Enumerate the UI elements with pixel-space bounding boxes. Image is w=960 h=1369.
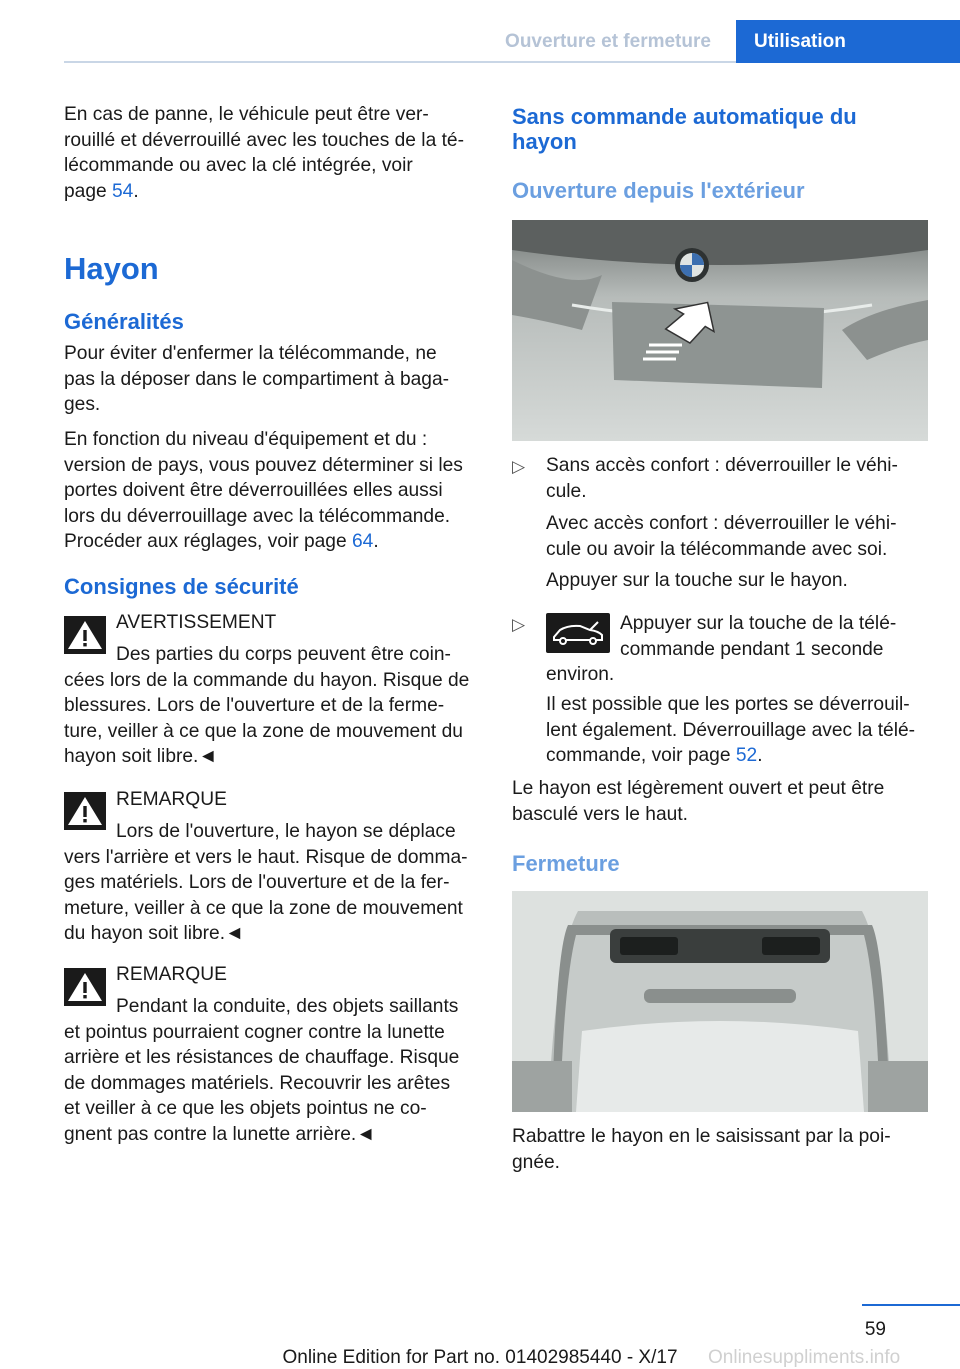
text-line: cule ou avoir la télécommande avec soi. (546, 538, 888, 560)
intro-line: page 54. (64, 180, 139, 202)
notice-label (116, 962, 227, 988)
text-line: Pendant la conduite, des objets saillants (116, 996, 459, 1017)
text-line: En fonction du niveau d'équipement et du : (64, 429, 428, 450)
step-2 (620, 611, 930, 662)
text-line: cule. (546, 480, 587, 502)
text-line: meture, veiller à ce que la zone de mouvement (64, 897, 463, 919)
text-line: ture, veiller à ce que la zone de mouvement du (64, 720, 463, 742)
subtitle-sans-commande (512, 104, 857, 154)
text-line: Le hayon est légèrement ouvert et peut être (512, 778, 885, 799)
edition-note: Online Edition for Part no. 01402985440 - X/17 (282, 1347, 678, 1368)
text-line: environ. (546, 664, 615, 685)
text-line: pas la déposer dans le compartiment à baga- (64, 368, 450, 390)
notice-label-text: REMARQUE (116, 964, 227, 985)
text-line: Lors de l'ouverture, le hayon se déplace (116, 821, 456, 842)
text-line: commande, voir page 52. (546, 745, 763, 767)
remote-tailgate-button-icon (546, 613, 610, 653)
text-line: Avec accès confort : déverrouiller le véhi- (546, 513, 897, 534)
header-section-title: Ouverture et fermeture (505, 31, 711, 52)
page-link-64[interactable]: 64 (351, 531, 374, 553)
tailgate-interior-image (512, 891, 928, 1112)
step-2-cont (546, 662, 930, 688)
text-line: Sans accès confort : déverrouiller le véhi- (546, 455, 898, 476)
text-line: basculé vers le haut. (512, 803, 688, 825)
intro-line: rouillé et déverrouillé avec les touches de la té- (64, 129, 464, 151)
subtitle-fermeture: Fermeture (512, 851, 620, 876)
text-line: ges matériels. Lors de l'ouverture et de la fer- (64, 872, 450, 894)
subtitle-consignes: Consignes de sécurité (64, 574, 299, 599)
generalites-paragraph-1 (64, 341, 484, 418)
subtitle-ouverture: Ouverture depuis l'extérieur (512, 178, 805, 203)
text-line: Il est possible que les portes se déverrouil- (546, 694, 910, 715)
footer-rule (862, 1304, 960, 1306)
text-line: du hayon soit libre.◄ (64, 923, 245, 945)
bullet-icon: ▷ (512, 457, 526, 476)
title-line: hayon (512, 129, 577, 154)
text-line: et pointus pourraient cogner contre la lunette (64, 1021, 445, 1043)
step-1-detail (546, 511, 930, 562)
text-line: Procéder aux réglages, voir page 64. (64, 531, 379, 553)
bullet-icon: ▷ (512, 615, 526, 634)
warning-text-1 (64, 642, 484, 770)
text-line: commande pendant 1 seconde (620, 638, 884, 660)
section-title-hayon: Hayon (64, 251, 159, 286)
text-line: de dommages matériels. Recouvrir les arêtes (64, 1072, 451, 1094)
text-line: arrière et les résistances de chauffage. Risque (64, 1047, 460, 1069)
page-link-52[interactable]: 52 (735, 745, 758, 767)
tailgate-open-paragraph (512, 776, 932, 827)
warning-label (116, 610, 276, 636)
page-header (0, 20, 960, 62)
text-line: blessures. Lors de l'ouverture et de la ferme- (64, 695, 445, 717)
text-line: vers l'arrière et vers le haut. Risque de domma- (64, 846, 468, 868)
step-2-detail (546, 692, 930, 769)
text-line: gnent pas contre la lunette arrière.◄ (64, 1123, 376, 1145)
text-line: Pour éviter d'enfermer la télécommande, ne (64, 343, 437, 364)
intro-paragraph (64, 102, 484, 204)
notice-label (116, 787, 227, 813)
notice-text-2 (64, 994, 484, 1148)
text-line: cées lors de la commande du hayon. Risque de (64, 669, 470, 691)
warning-label-text: AVERTISSEMENT (116, 612, 277, 633)
text-line: et veiller à ce que les objets pointus ne co- (64, 1098, 427, 1120)
intro-line: En cas de panne, le véhicule peut être ver- (64, 104, 429, 125)
text-line: gnée. (512, 1151, 561, 1173)
generalites-paragraph-2 (64, 427, 484, 555)
subtitle-generalites: Généralités (64, 309, 184, 334)
text-line: Rabattre le hayon en le saisissant par la poi- (512, 1126, 891, 1147)
text-line: hayon soit libre.◄ (64, 746, 218, 768)
tailgate-exterior-image (512, 220, 928, 441)
text-line: Appuyer sur la touche de la télé- (620, 613, 897, 634)
title-line: Sans commande automatique du (512, 104, 857, 129)
text-line: lors du déverrouillage avec la télécommande. (64, 505, 451, 527)
notice-label-text: REMARQUE (116, 789, 227, 810)
page-number: 59 (864, 1319, 886, 1340)
text-line: Appuyer sur la touche sur le hayon. (546, 570, 848, 591)
step-1 (546, 453, 930, 504)
text-line: portes doivent être déverrouillées elles aussi (64, 480, 443, 502)
header-chapter-tab: Utilisation (736, 20, 960, 63)
text-line: lent également. Déverrouillage avec la télé- (546, 719, 916, 741)
step-1-action (546, 568, 930, 594)
text-line: version de pays, vous pouvez déterminer si les (64, 454, 463, 476)
intro-line: lécommande ou avec la clé intégrée, voir (64, 155, 413, 177)
text-line: ges. (64, 394, 101, 416)
text-line: Des parties du corps peuvent être coin- (116, 644, 451, 665)
notice-text-1 (64, 819, 484, 947)
watermark: Onlinesuppliments.info (708, 1347, 901, 1368)
closing-paragraph (512, 1124, 932, 1175)
page-link-54[interactable]: 54 (112, 180, 134, 202)
